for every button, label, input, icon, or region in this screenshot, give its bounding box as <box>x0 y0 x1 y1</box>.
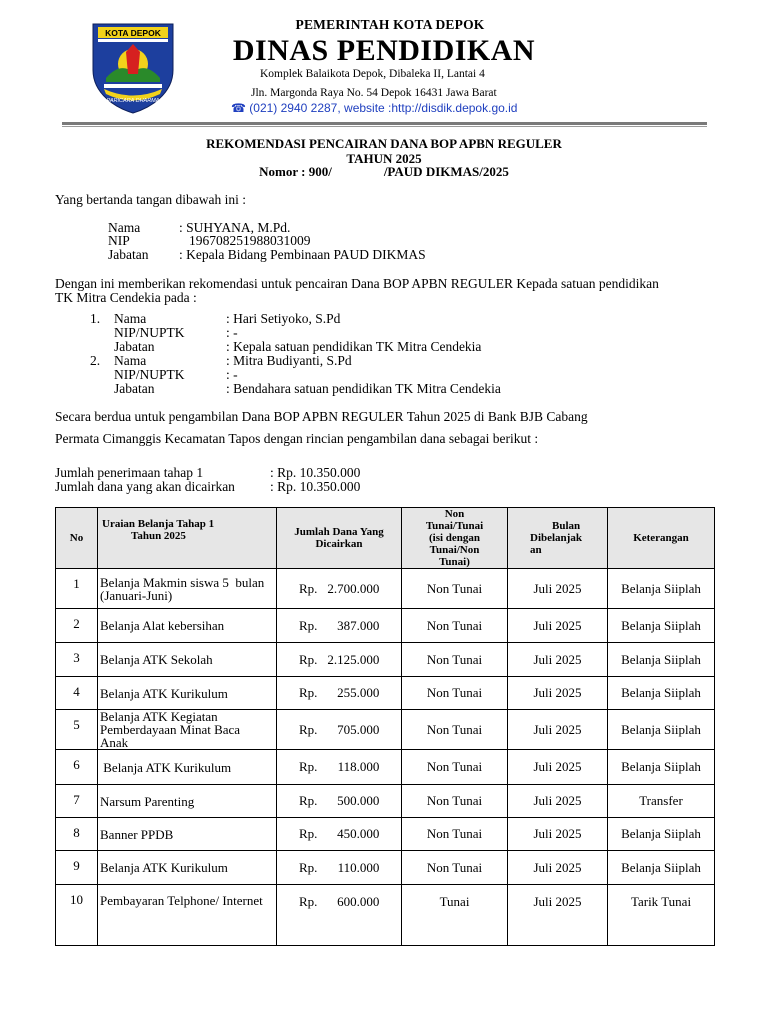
row-month: Juli 2025 <box>508 609 608 643</box>
header-month-line-3: an <box>530 544 542 556</box>
row-description-line: Pemberdayaan Minat Baca <box>100 722 241 737</box>
row-payment-type: Non Tunai <box>402 851 508 885</box>
row-currency: Rp. <box>299 793 318 808</box>
header-amount-line-1: Jumlah Dana Yang <box>294 526 384 538</box>
row-description-line: Belanja ATK Kurikulum <box>100 685 228 701</box>
row-number: 9 <box>56 851 98 885</box>
table-row <box>56 750 715 785</box>
table-row <box>56 885 715 946</box>
document-number <box>0 164 768 180</box>
recommendation-line-2: TK Mitra Cendekia pada : <box>55 290 197 305</box>
row-amount <box>277 885 402 946</box>
received-value: : Rp. 10.350.000 <box>270 465 361 480</box>
row-description <box>98 710 277 750</box>
row-payment-type: Non Tunai <box>402 609 508 643</box>
col-header-type <box>402 508 508 569</box>
row-number: 1 <box>56 569 98 609</box>
header-desc-line-1: Uraian Belanja Tahap 1 <box>102 518 215 530</box>
row-amount <box>277 710 402 750</box>
row-amount <box>277 785 402 818</box>
row-amount-value: 255.000 <box>337 685 380 700</box>
row-description <box>98 569 277 609</box>
row-note: Belanja Siiplah <box>608 569 715 609</box>
row-currency: Rp. <box>299 759 318 774</box>
row-note: Tarik Tunai <box>608 885 715 946</box>
person-1-name-label: Nama <box>114 311 147 326</box>
document-year: TAHUN 2025 <box>346 151 422 166</box>
recommendation-line-1: Dengan ini memberikan rekomendasi untuk pencairan Dana BOP APBN REGULER Kepada satuan pendidikan <box>55 276 659 291</box>
header-month-line-1: Bulan <box>552 520 581 532</box>
person-1-position: : Kepala satuan pendidikan TK Mitra Cendekia <box>226 339 482 354</box>
disbursed-value: : Rp. 10.350.000 <box>270 479 361 494</box>
row-description-line: Belanja Alat kebersihan <box>100 618 225 633</box>
row-amount-value: 2.125.000 <box>327 651 380 667</box>
row-currency: Rp. <box>299 685 318 700</box>
signatory-position-label: Jabatan <box>108 247 149 262</box>
row-number: 7 <box>56 785 98 818</box>
person-2-name-label: Nama <box>114 353 147 368</box>
row-description-line: Anak <box>100 735 129 750</box>
row-month: Juli 2025 <box>508 851 608 885</box>
row-month: Juli 2025 <box>508 785 608 818</box>
address-line-1: Komplek Balaikota Depok, Dibaleka II, Lantai 4 <box>260 68 485 80</box>
header-month-line-2: Dibelanjak <box>530 532 582 544</box>
table-row <box>56 677 715 710</box>
jointly-line-2: Permata Cimanggis Kecamatan Tapos dengan rincian pengambilan dana sebagai berikut : <box>55 431 539 446</box>
header-amount-line-2: Dicairkan <box>315 538 363 550</box>
row-currency: Rp. <box>299 617 318 633</box>
row-description-line: Narsum Parenting <box>100 793 195 809</box>
row-description <box>98 818 277 851</box>
row-note: Belanja Siiplah <box>608 851 715 885</box>
row-number: 2 <box>56 609 98 643</box>
col-header-amount <box>277 508 402 569</box>
row-month: Juli 2025 <box>508 818 608 851</box>
address-line-2: Jln. Margonda Raya No. 54 Depok 16431 Jawa Barat <box>251 87 497 99</box>
jointly-line-1: Secara berdua untuk pengambilan Dana BOP APBN REGULER Tahun 2025 di Bank BJB Cabang <box>55 409 588 424</box>
row-payment-type: Non Tunai <box>402 785 508 818</box>
person-2-position-label: Jabatan <box>114 381 155 396</box>
row-note: Belanja Siiplah <box>608 710 715 750</box>
row-amount-value: 450.000 <box>337 826 380 841</box>
row-note: Belanja Siiplah <box>608 609 715 643</box>
row-description-line: Pembayaran Telphone/ Internet <box>100 893 263 908</box>
person-2-nip: : - <box>226 367 238 382</box>
intro-text: Yang bertanda tangan dibawah ini : <box>55 192 246 207</box>
number-label: Nomor : 900/ <box>259 164 332 179</box>
row-amount-value: 110.000 <box>337 859 380 875</box>
col-header-description <box>98 508 277 569</box>
row-amount-value: 387.000 <box>337 617 380 633</box>
row-amount <box>277 750 402 785</box>
row-payment-type: Non Tunai <box>402 818 508 851</box>
row-description-line: Belanja Makmin siswa 5 bulan <box>100 574 265 590</box>
signatory-nip: 196708251988031009 <box>189 233 311 248</box>
header-type-line-3: (isi dengan <box>428 532 481 544</box>
signatory-nip-label: NIP <box>108 233 130 248</box>
signatory-position: : Kepala Bidang Pembinaan PAUD DIKMAS <box>179 247 426 262</box>
row-description-line: (Januari-Juni) <box>100 587 173 603</box>
row-description <box>98 785 277 818</box>
signatory-name-label: Nama <box>108 220 141 235</box>
logo-text-top: KOTA DEPOK <box>105 28 161 38</box>
row-description-line: Belanja ATK Kurikulum <box>100 759 232 775</box>
person-2-name: : Mitra Budiyanti, S.Pd <box>226 353 352 368</box>
row-payment-type: Non Tunai <box>402 750 508 785</box>
row-note: Transfer <box>608 785 715 818</box>
table-row <box>56 710 715 750</box>
col-header-note: Keterangan <box>608 508 715 569</box>
number-suffix: /PAUD DIKMAS/2025 <box>383 164 509 179</box>
row-description-line: Belanja ATK Kurikulum <box>100 860 228 875</box>
row-description <box>98 851 277 885</box>
row-number: 8 <box>56 818 98 851</box>
row-note: Belanja Siiplah <box>608 750 715 785</box>
row-amount <box>277 609 402 643</box>
row-number: 5 <box>56 710 98 750</box>
header-rule <box>62 122 707 125</box>
row-amount <box>277 643 402 677</box>
row-month: Juli 2025 <box>508 750 608 785</box>
person-2-position: : Bendahara satuan pendidikan TK Mitra Cendekia <box>226 381 501 396</box>
row-amount <box>277 569 402 609</box>
row-currency: Rp. <box>299 580 318 596</box>
col-header-no: No <box>56 508 98 569</box>
row-amount-value: 500.000 <box>337 793 380 808</box>
row-description-line: Belanja ATK Kegiatan <box>100 709 218 724</box>
person-1-name: : Hari Setiyoko, S.Pd <box>226 311 341 326</box>
row-number: 4 <box>56 677 98 710</box>
logo-text-bottom: PARICARA DHARMA <box>106 98 160 104</box>
row-description <box>98 643 277 677</box>
person-2-number: 2. <box>90 353 101 368</box>
person-1-nip-label: NIP/NUPTK <box>114 325 185 340</box>
row-amount <box>277 818 402 851</box>
table-row <box>56 609 715 643</box>
row-amount-value: 2.700.000 <box>327 580 380 596</box>
person-1-position-label: Jabatan <box>114 339 155 354</box>
header-type-line-5: Tunai) <box>439 556 470 568</box>
row-description <box>98 885 277 946</box>
document-title: REKOMENDASI PENCAIRAN DANA BOP APBN REGULER <box>206 136 562 151</box>
row-number: 10 <box>56 885 98 946</box>
row-description <box>98 750 277 785</box>
row-description <box>98 677 277 710</box>
row-currency: Rp. <box>299 894 318 909</box>
person-2-nip-label: NIP/NUPTK <box>114 367 185 382</box>
department-name: DINAS PENDIDIKAN <box>232 34 536 67</box>
header-desc-line-2: Tahun 2025 <box>131 530 186 542</box>
row-payment-type: Non Tunai <box>402 677 508 710</box>
row-number: 6 <box>56 750 98 785</box>
row-note: Belanja Siiplah <box>608 643 715 677</box>
header-type-line-4: Tunai/Non <box>429 544 480 556</box>
row-number: 3 <box>56 643 98 677</box>
signatory-name: : SUHYANA, M.Pd. <box>179 220 291 235</box>
row-amount-value: 600.000 <box>337 894 380 909</box>
row-currency: Rp. <box>299 721 318 737</box>
table-row <box>56 851 715 885</box>
row-note: Belanja Siiplah <box>608 818 715 851</box>
row-month: Juli 2025 <box>508 643 608 677</box>
row-month: Juli 2025 <box>508 569 608 609</box>
contact-line: ☎ (021) 2940 2287, website :http://disdik.depok.go.id <box>231 101 518 115</box>
row-description-line: Banner PPDB <box>100 826 174 842</box>
disbursed-label: Jumlah dana yang akan dicairkan <box>55 479 235 494</box>
table-body <box>56 569 715 946</box>
disbursement-table <box>55 507 715 946</box>
header-type-line-2: Tunai/Tunai <box>425 520 484 532</box>
row-payment-type: Non Tunai <box>402 643 508 677</box>
row-payment-type: Non Tunai <box>402 710 508 750</box>
row-amount-value: 705.000 <box>337 721 380 737</box>
header-rule-thin <box>62 126 707 127</box>
received-label: Jumlah penerimaan tahap 1 <box>55 465 204 480</box>
row-description <box>98 609 277 643</box>
table-row <box>56 569 715 609</box>
row-payment-type: Tunai <box>402 885 508 946</box>
row-currency: Rp. <box>299 651 318 667</box>
row-amount <box>277 677 402 710</box>
row-payment-type: Non Tunai <box>402 569 508 609</box>
table-header-row <box>56 508 715 569</box>
col-header-month <box>508 508 608 569</box>
row-month: Juli 2025 <box>508 885 608 946</box>
row-currency: Rp. <box>299 859 318 875</box>
row-month: Juli 2025 <box>508 677 608 710</box>
row-amount-value: 118.000 <box>337 759 380 774</box>
row-note: Belanja Siiplah <box>608 677 715 710</box>
row-amount <box>277 851 402 885</box>
person-1-number: 1. <box>90 311 101 326</box>
table-row <box>56 818 715 851</box>
row-currency: Rp. <box>299 826 318 841</box>
table-row <box>56 643 715 677</box>
row-month: Juli 2025 <box>508 710 608 750</box>
table-row <box>56 785 715 818</box>
row-description-line: Belanja ATK Sekolah <box>100 652 213 667</box>
org-name: PEMERINTAH KOTA DEPOK <box>295 17 485 32</box>
person-1-nip: : - <box>226 325 238 340</box>
header-type-line-1: Non <box>444 508 465 520</box>
